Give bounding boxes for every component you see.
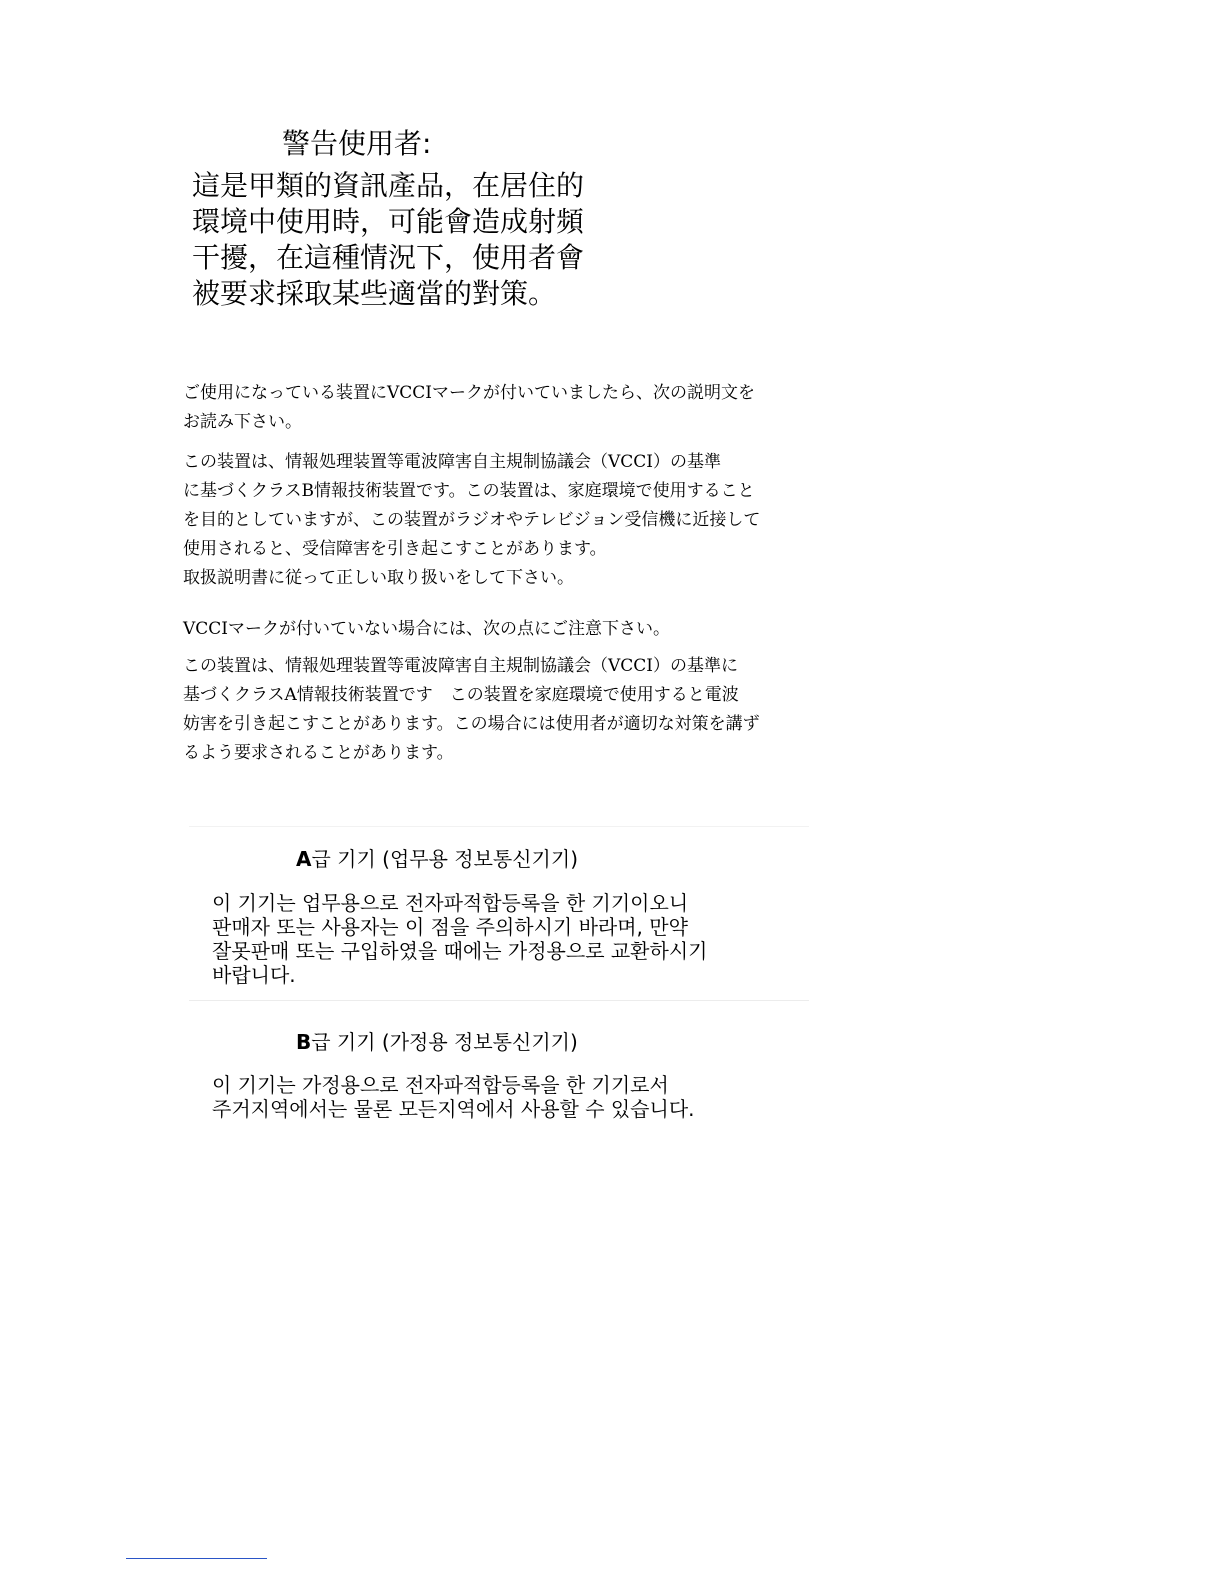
korea-class-a-line: 판매자 또는 사용자는 이 점을 주의하시기 바라며, 만약 xyxy=(212,915,688,939)
taiwan-warning-text xyxy=(192,168,622,312)
vcci-class-a-line: るよう要求されることがあります。 xyxy=(183,743,454,763)
korea-class-a-heading-text: 급 기기 (업무용 정보통신기기) xyxy=(311,847,579,871)
footnote-rule xyxy=(126,1558,267,1559)
vcci-intro-line: ご使用になっている装置にVCCIマークが付いていましたら、次の説明文を xyxy=(183,383,756,403)
korea-notice-top-divider xyxy=(189,826,809,827)
vcci-class-b-line: を目的としていますが、この装置がラジオやテレビジョン受信機に近接して xyxy=(183,510,761,530)
vcci-class-b-line: に基づくクラスB情報技術装置です。この装置は、家庭環境で使用すること xyxy=(183,481,755,501)
korea-class-b-mark: B xyxy=(296,1030,312,1054)
korea-class-a-text xyxy=(212,891,812,987)
vcci-class-a-line: 基づくクラスA情報技術装置です この装置を家庭環境で使用すると電波 xyxy=(183,685,739,705)
korea-class-a-mark: A xyxy=(296,847,312,871)
korea-notice-middle-divider xyxy=(189,1000,809,1001)
vcci-class-b-paragraph xyxy=(183,448,843,593)
taiwan-warning-line: 被要求採取某些適當的對策。 xyxy=(192,277,557,310)
vcci-class-a-line: 妨害を引き起こすことがあります。この場合には使用者が適切な対策を講ず xyxy=(183,714,760,734)
korea-class-a-line: 바랍니다. xyxy=(212,963,296,987)
vcci-intro-paragraph xyxy=(183,379,843,437)
korea-class-b-line: 이 기기는 가정용으로 전자파적합등록을 한 기기로서 xyxy=(212,1073,669,1097)
vcci-class-a-paragraph xyxy=(183,652,843,768)
taiwan-warning-line: 環境中使用時，可能會造成射頻 xyxy=(192,205,585,238)
taiwan-warning-heading: 警告使用者: xyxy=(282,127,432,160)
korea-class-a-line: 잘못판매 또는 구입하였을 때에는 가정용으로 교환하시기 xyxy=(212,939,708,963)
vcci-class-b-line: 取扱説明書に従って正しい取り扱いをして下さい。 xyxy=(183,568,574,588)
korea-class-b-heading xyxy=(296,1029,578,1055)
vcci-class-b-line: 使用されると、受信障害を引き起こすことがあります。 xyxy=(183,539,607,559)
korea-class-b-heading-text: 급 기기 (가정용 정보통신기기) xyxy=(311,1030,578,1054)
korea-class-a-line: 이 기기는 업무용으로 전자파적합등록을 한 기기이오니 xyxy=(212,891,689,915)
vcci-class-a-line: この装置は、情報処理装置等電波障害自主規制協議会（VCCI）の基準に xyxy=(183,656,739,676)
taiwan-warning-line: 干擾，在這種情況下，使用者會 xyxy=(192,241,585,274)
korea-class-b-line: 주거지역에서는 물론 모든지역에서 사용할 수 있습니다. xyxy=(212,1097,695,1121)
vcci-no-mark-line: VCCIマークが付いていない場合には、次の点にご注意下さい。 xyxy=(183,619,671,639)
vcci-intro-line: お読み下さい。 xyxy=(183,412,302,432)
korea-class-a-heading xyxy=(296,846,578,872)
taiwan-warning-line: 這是甲類的資訊產品，在居住的 xyxy=(192,169,585,202)
korea-class-b-text xyxy=(212,1073,812,1121)
vcci-class-b-line: この装置は、情報処理装置等電波障害自主規制協議会（VCCI）の基準 xyxy=(183,452,722,472)
vcci-no-mark-paragraph xyxy=(183,615,843,644)
